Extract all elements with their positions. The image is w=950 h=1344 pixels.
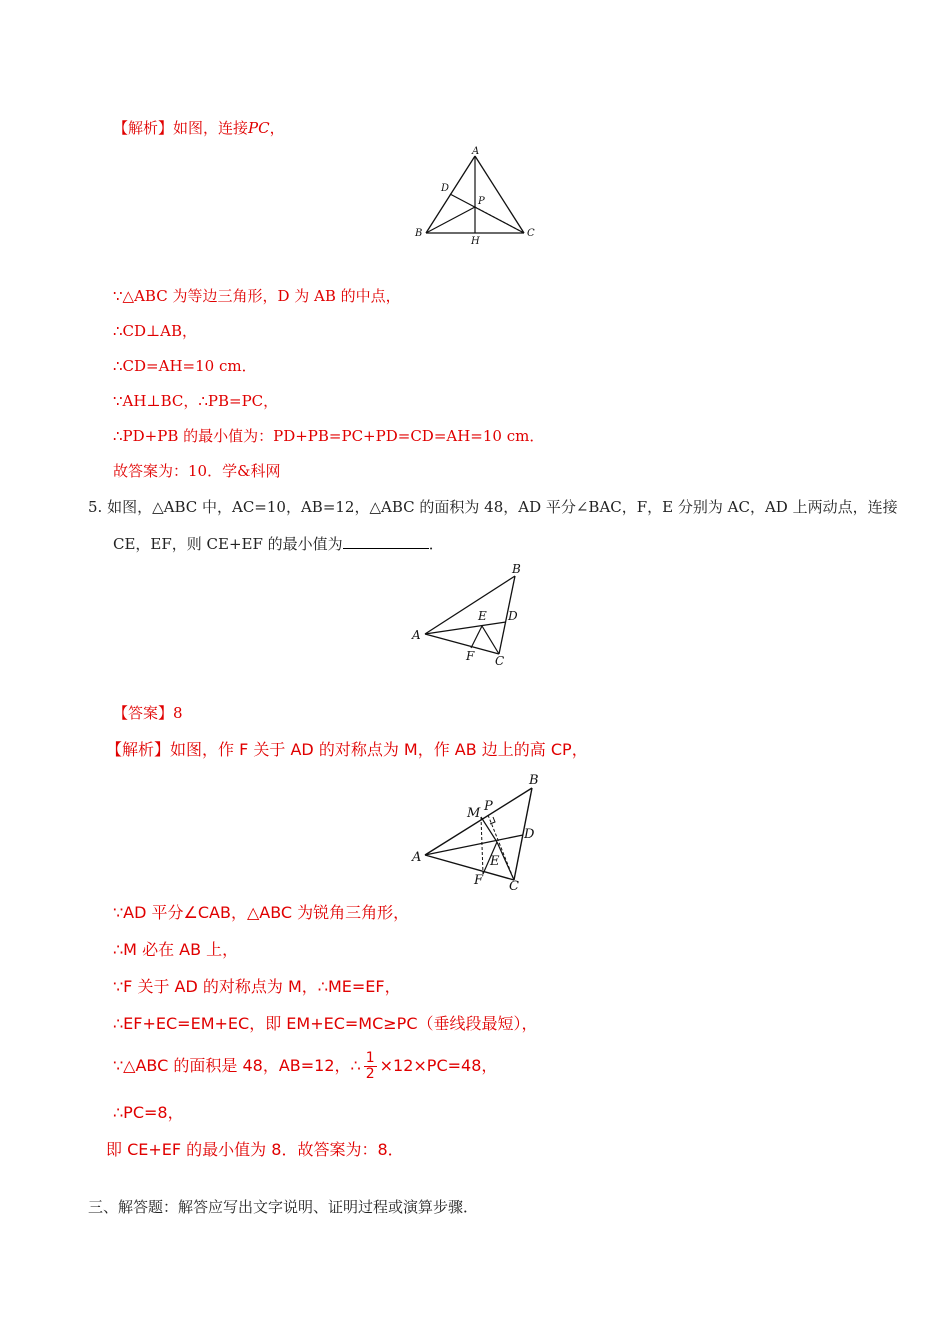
label-f: F [474,873,484,888]
label-b: B [529,773,539,788]
label-c: C [495,654,505,668]
q4-line5: ∵AH⊥BC，∴PB=PC， [113,392,279,410]
q5-answer: 【答案】8 [113,704,183,722]
label-b: B [415,228,423,239]
segment-name: PC [248,119,270,137]
fraction-denominator: 2 [365,1066,375,1082]
label-p: P [484,799,493,814]
punctuation: ． [428,535,444,553]
q5-line7: ∴PC=8， [113,1103,184,1122]
q5-line6 [113,1049,497,1083]
label-h: H [471,236,480,245]
label-b: B [512,562,521,576]
q4-line3: ∴CD⊥AB， [113,322,198,340]
section-heading: 三、解答题：解答应写出文字说明、证明过程或演算步骤． [88,1198,479,1216]
q4-line6: ∴PD+PB 的最小值为：PD+PB=PC+PD=CD=AH=10 cm． [113,427,545,445]
q5-analysis-line1: 【解析】如图，作 F 关于 AD 的对称点为 M，作 AB 边上的高 CP， [106,740,588,759]
label-m: M [467,806,481,821]
q5-line8: 即 CE+EF 的最小值为 8．故答案为：8． [106,1140,404,1159]
fraction-one-half [364,1051,377,1082]
q5-line2: ∵AD 平分∠CAB，△ABC 为锐角三角形， [113,903,410,922]
q5-question-line1: 5. 如图，△ABC 中，AC=10，AB=12，△ABC 的面积为 48，AD 平分∠BAC，F，E 分别为 AC，AD 上两动点，连接 [88,498,898,516]
fraction-numerator: 1 [365,1050,375,1066]
area-statement: ∵△ABC 的面积是 48，AB=12，∴ [113,1056,361,1075]
triangle-figure-q5-analysis [405,768,555,896]
q4-line7: 故答案为：10．学&科网 [113,462,281,480]
label-f: F [466,649,475,663]
analysis-label: 【解析】如图，连接 [113,119,249,137]
label-a: A [412,628,421,642]
q5-line5: ∴EF+EC=EM+EC，即 EM+EC=MC≥PC（垂线段最短）， [113,1014,538,1033]
area-equation: ×12×PC=48， [379,1056,498,1075]
q4-line2: ∵△ABC 为等边三角形，D 为 AB 的中点， [113,287,401,305]
answer-blank [343,534,429,549]
label-e: E [478,609,487,623]
q5-line4: ∵F 关于 AD 的对称点为 M，∴ME=EF， [113,977,401,996]
label-c: C [509,879,519,894]
label-c: C [527,228,535,239]
q4-analysis-line [113,118,285,138]
label-e: E [490,854,500,869]
equilateral-triangle-figure [410,145,545,245]
label-d: D [508,609,518,623]
label-a: A [472,146,480,157]
label-a: A [412,850,422,865]
q5-line3: ∴M 必在 AB 上， [113,940,239,959]
label-d: D [524,827,535,842]
q5-question-text: CE，EF，则 CE+EF 的最小值为 [113,535,343,553]
triangle-figure-q5 [405,562,535,672]
label-d: D [441,183,450,194]
q5-question-line2 [113,534,444,554]
punctuation: ， [269,119,285,137]
label-p: P [478,196,485,207]
q4-line4: ∴CD=AH=10 cm． [113,357,257,375]
